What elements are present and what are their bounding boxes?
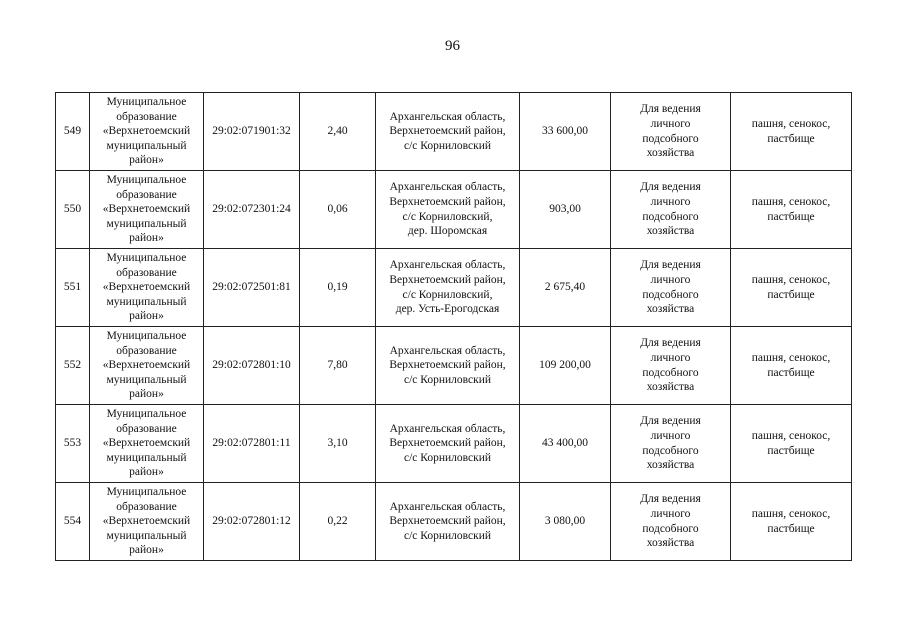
row-number-cell: 554 — [56, 483, 90, 561]
row-number-cell: 553 — [56, 405, 90, 483]
row-number-cell: 552 — [56, 327, 90, 405]
table-row — [56, 93, 852, 171]
land-type-cell: пашня, сенокос, пастбище — [731, 171, 852, 249]
area-cell: 3,10 — [300, 405, 376, 483]
area-cell: 2,40 — [300, 93, 376, 171]
owner-cell: Муниципальное образование «Верхнетоемский муниципальный район» — [90, 405, 204, 483]
cadastral-value-cell: 43 400,00 — [520, 405, 611, 483]
cadastral-value-cell: 2 675,40 — [520, 249, 611, 327]
table-row — [56, 327, 852, 405]
row-number-cell: 549 — [56, 93, 90, 171]
row-number-cell: 550 — [56, 171, 90, 249]
permitted-use-cell: Для ведения личного подсобного хозяйства — [611, 93, 731, 171]
row-number-cell: 551 — [56, 249, 90, 327]
owner-cell: Муниципальное образование «Верхнетоемский муниципальный район» — [90, 93, 204, 171]
land-type-cell: пашня, сенокос, пастбище — [731, 405, 852, 483]
table-row — [56, 483, 852, 561]
cadastral-value-cell: 33 600,00 — [520, 93, 611, 171]
permitted-use-cell: Для ведения личного подсобного хозяйства — [611, 249, 731, 327]
cadastral-number-cell: 29:02:072301:24 — [204, 171, 300, 249]
address-cell: Архангельская область, Верхнетоемский район, с/с Корниловский — [376, 405, 520, 483]
permitted-use-cell: Для ведения личного подсобного хозяйства — [611, 483, 731, 561]
area-cell: 0,22 — [300, 483, 376, 561]
owner-cell: Муниципальное образование «Верхнетоемский муниципальный район» — [90, 483, 204, 561]
cadastral-number-cell: 29:02:072801:10 — [204, 327, 300, 405]
address-cell: Архангельская область, Верхнетоемский район, с/с Корниловский, дер. Шоромская — [376, 171, 520, 249]
area-cell: 0,19 — [300, 249, 376, 327]
address-cell: Архангельская область, Верхнетоемский район, с/с Корниловский, дер. Усть-Ерогодская — [376, 249, 520, 327]
cadastral-value-cell: 3 080,00 — [520, 483, 611, 561]
permitted-use-cell: Для ведения личного подсобного хозяйства — [611, 171, 731, 249]
address-cell: Архангельская область, Верхнетоемский район, с/с Корниловский — [376, 327, 520, 405]
cadastral-number-cell: 29:02:071901:32 — [204, 93, 300, 171]
cadastral-value-cell: 903,00 — [520, 171, 611, 249]
area-cell: 7,80 — [300, 327, 376, 405]
table-row — [56, 171, 852, 249]
table-row — [56, 405, 852, 483]
table-body — [56, 93, 852, 561]
address-cell: Архангельская область, Верхнетоемский район, с/с Корниловский — [376, 93, 520, 171]
permitted-use-cell: Для ведения личного подсобного хозяйства — [611, 405, 731, 483]
permitted-use-cell: Для ведения личного подсобного хозяйства — [611, 327, 731, 405]
owner-cell: Муниципальное образование «Верхнетоемский муниципальный район» — [90, 249, 204, 327]
address-cell: Архангельская область, Верхнетоемский район, с/с Корниловский — [376, 483, 520, 561]
owner-cell: Муниципальное образование «Верхнетоемский муниципальный район» — [90, 327, 204, 405]
area-cell: 0,06 — [300, 171, 376, 249]
cadastral-number-cell: 29:02:072801:12 — [204, 483, 300, 561]
cadastral-number-cell: 29:02:072501:81 — [204, 249, 300, 327]
land-type-cell: пашня, сенокос, пастбище — [731, 327, 852, 405]
land-type-cell: пашня, сенокос, пастбище — [731, 93, 852, 171]
land-type-cell: пашня, сенокос, пастбище — [731, 249, 852, 327]
owner-cell: Муниципальное образование «Верхнетоемский муниципальный район» — [90, 171, 204, 249]
cadastral-number-cell: 29:02:072801:11 — [204, 405, 300, 483]
table-row — [56, 249, 852, 327]
cadastral-value-cell: 109 200,00 — [520, 327, 611, 405]
land-type-cell: пашня, сенокос, пастбище — [731, 483, 852, 561]
page-number: 96 — [445, 38, 460, 54]
land-plots-table — [55, 92, 852, 561]
